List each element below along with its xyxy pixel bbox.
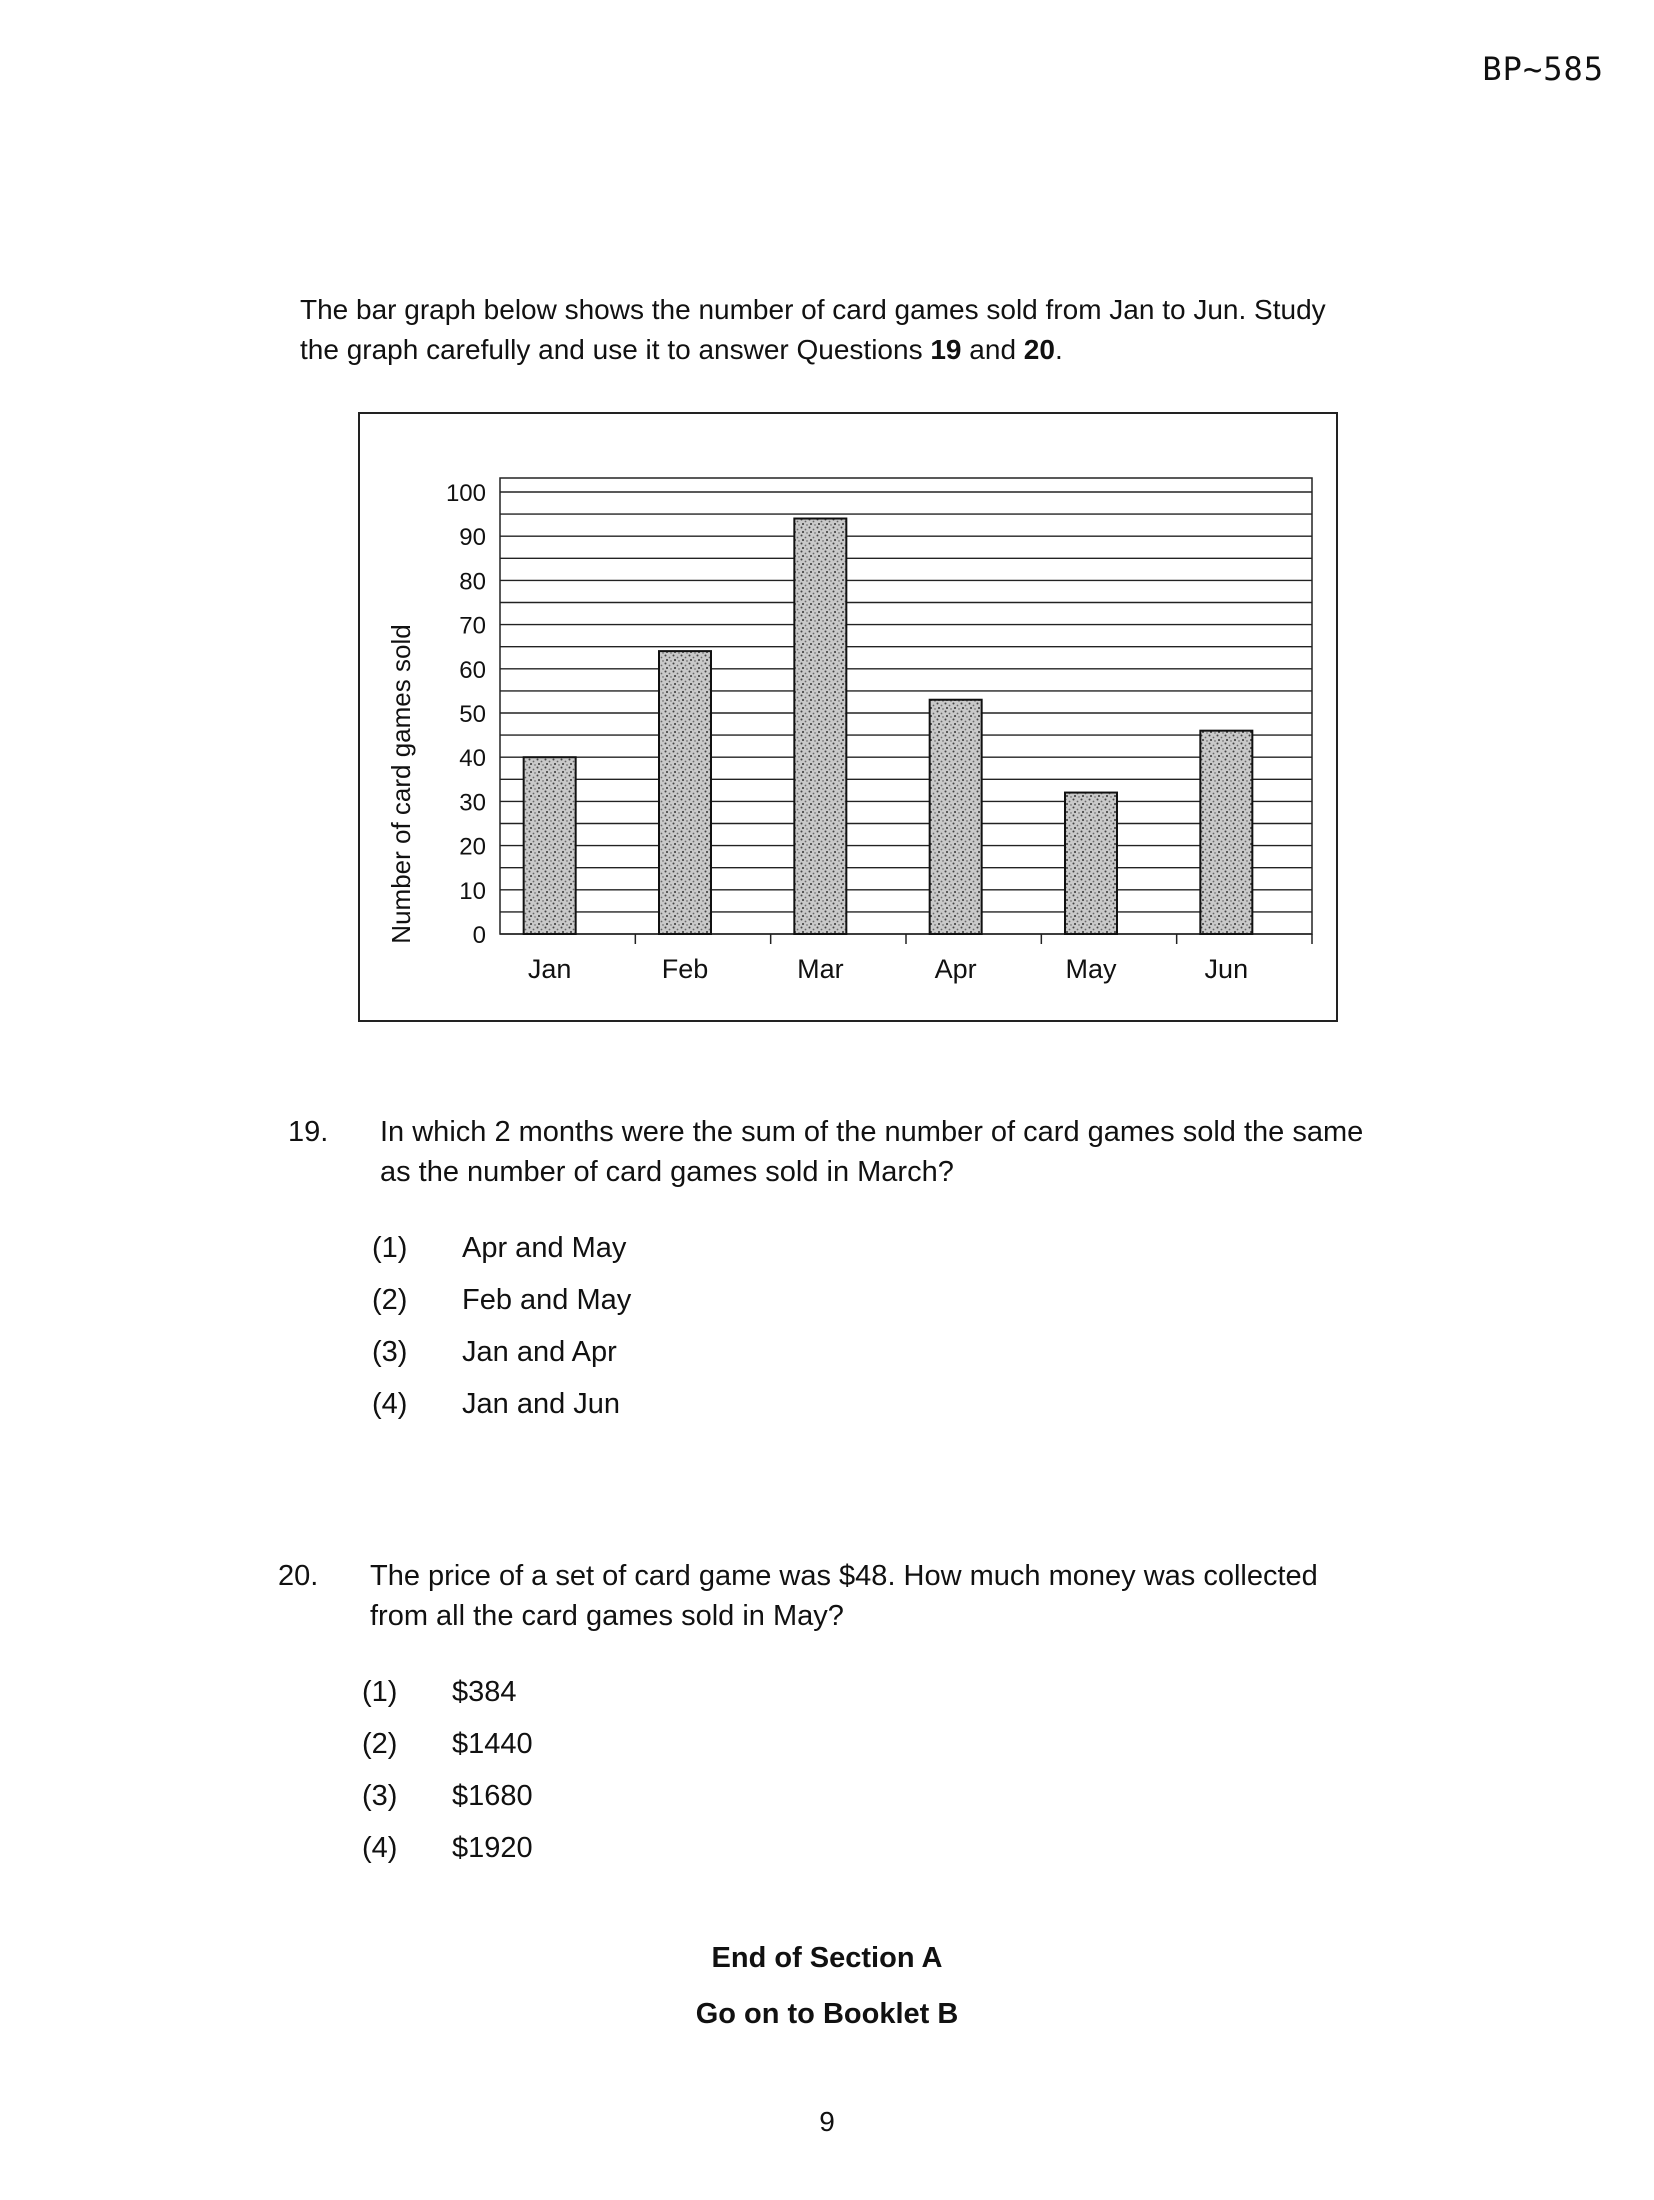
- bar-chart-frame: [358, 412, 1338, 1022]
- q19-option-2-number: (2): [372, 1284, 408, 1316]
- y-tick-label: 20: [459, 833, 486, 861]
- y-tick-label: 40: [459, 745, 486, 773]
- q20-option-2-number: (2): [362, 1728, 398, 1760]
- question-19-number: 19.: [288, 1116, 329, 1148]
- y-axis-label: Number of card games sold: [386, 624, 416, 944]
- y-tick-label: 90: [459, 524, 486, 552]
- y-tick-label: 80: [459, 568, 486, 596]
- y-tick-label: 70: [459, 612, 486, 640]
- bar-may: [1065, 793, 1117, 934]
- bar-feb: [659, 651, 711, 934]
- bar-chart: [360, 414, 1336, 1020]
- q20-option-3-text: $1680: [452, 1780, 533, 1812]
- q20-option-1-text: $384: [452, 1676, 517, 1708]
- question-19-line-1: In which 2 months were the sum of the number of card games sold the same: [380, 1116, 1364, 1148]
- q19-option-1-text: Apr and May: [462, 1232, 627, 1264]
- page-code: BP~585: [1482, 50, 1604, 88]
- question-20-line-1: The price of a set of card game was $48. How much money was collected: [370, 1560, 1318, 1592]
- question-20: [278, 1556, 1478, 1646]
- y-tick-label: 50: [459, 701, 486, 728]
- x-tick-label: Feb: [661, 954, 709, 984]
- question-19: [288, 1112, 1488, 1202]
- q20-option-4-text: $1920: [452, 1832, 533, 1864]
- q20-option-2-text: $1440: [452, 1728, 533, 1760]
- q20-option-4-number: (4): [362, 1832, 398, 1864]
- q19-option-3-text: Jan and Apr: [462, 1336, 617, 1368]
- x-tick-label: May: [1065, 954, 1117, 984]
- question-20-number: 20.: [278, 1560, 319, 1592]
- go-on-to-booklet: Go on to Booklet B: [695, 1998, 959, 2030]
- bar-jun: [1200, 731, 1252, 934]
- question-20-line-2: from all the card games sold in May?: [370, 1600, 844, 1632]
- intro-text: [300, 290, 1430, 370]
- intro-line-1: The bar graph below shows the number of card games sold from Jan to Jun. Study: [300, 294, 1326, 325]
- page-number: 9: [819, 2106, 835, 2137]
- bar-mar: [794, 519, 846, 934]
- y-tick-label: 30: [459, 789, 486, 817]
- intro-q19-ref: 19: [930, 334, 962, 365]
- q20-option-1-number: (1): [362, 1676, 398, 1708]
- q19-option-4-text: Jan and Jun: [462, 1388, 621, 1420]
- x-tick-label: Jun: [1204, 954, 1249, 984]
- question-19-text: [380, 1112, 1390, 1192]
- q19-option-2-text: Feb and May: [462, 1284, 632, 1316]
- intro-line-2: [300, 330, 1430, 370]
- intro-line-2-text: the graph carefully and use it to answer Questions: [300, 334, 931, 365]
- intro-q20-ref: 20: [1023, 334, 1055, 365]
- y-tick-label: 10: [459, 877, 486, 905]
- q19-option-4-number: (4): [372, 1388, 408, 1420]
- intro-period: .: [1054, 334, 1063, 365]
- x-tick-label: Jan: [527, 954, 572, 984]
- end-of-section: End of Section A: [711, 1942, 943, 1974]
- y-tick-label: 60: [459, 656, 486, 684]
- q19-option-3-number: (3): [372, 1336, 408, 1368]
- q20-option-3-number: (3): [362, 1780, 398, 1812]
- y-tick-label: 100: [445, 480, 486, 507]
- question-19-line-2: as the number of card games sold in March?: [380, 1156, 954, 1188]
- x-tick-label: Apr: [934, 954, 977, 984]
- plot-area: [500, 478, 1312, 934]
- x-tick-label: Mar: [797, 954, 844, 984]
- intro-and: and: [961, 334, 1024, 365]
- question-20-text: [370, 1556, 1380, 1636]
- q19-option-1-number: (1): [372, 1232, 408, 1264]
- y-tick-label: 0: [472, 922, 486, 949]
- bar-apr: [930, 700, 982, 934]
- bar-jan: [524, 757, 576, 934]
